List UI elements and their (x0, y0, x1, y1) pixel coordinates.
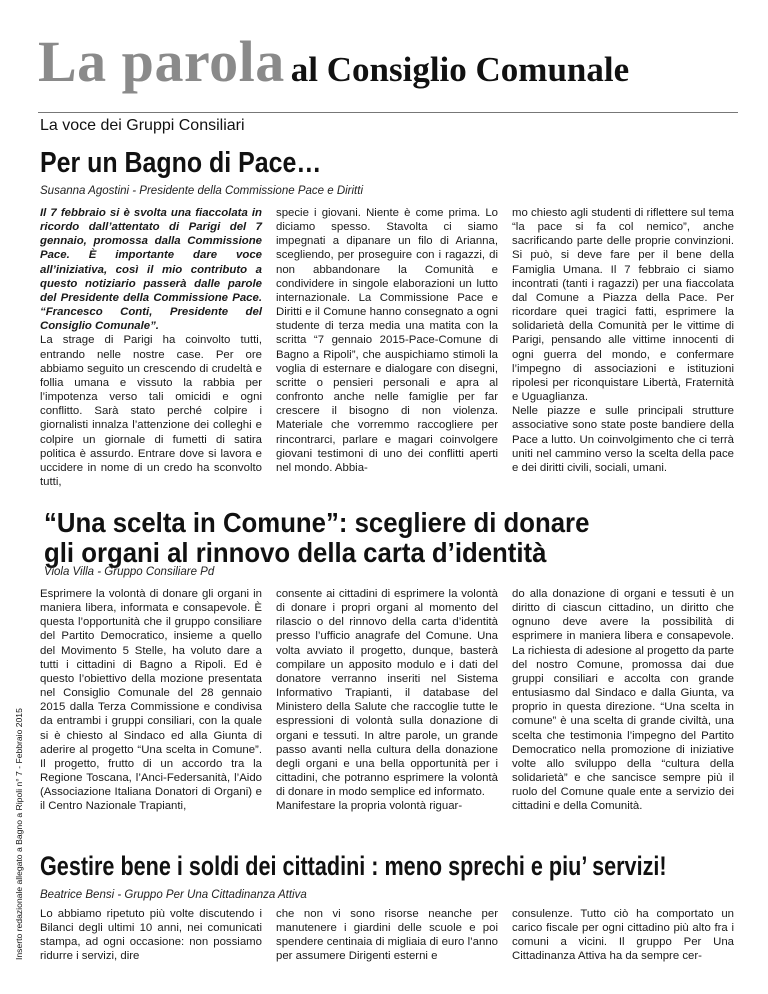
article1-col3-text: mo chiesto agli studenti di riflettere sul tema “la pace si fa col nemico”, anche sacrificando parte delle proprie convinzioni. Si può, si deve fare per il bene della Famiglia Umana. Il 7 febbraio ci siamo incontrati (tanti i ragazzi) per una fiaccolata dal Comune a Piazza della Pace. Per ricordare quei tragici fatti, esprimere la solidarietà della Comunità per le vittime di Parigi, pensando alle vittime innocenti di ogni guerra del mondo, e confermare l’impegno di associazioni e istituzioni ripolesi per riconquistare Libertà, Fraternità e Uguaglianza. (512, 207, 734, 404)
article2-headline-line1: “Una scelta in Comune”: scegliere di donare (44, 507, 590, 538)
article2-col2-text: consente ai cittadini di esprimere la volontà di donare i propri organi al momento del rilascio o del rinnovo della carta d’identità presso l’ufficio anagrafe del Comune. Una volta avviato il progetto, dunque, basterà compilare un apposito modulo e i dati del donatore verranno inseriti nel Sistema Informativo Trapianti, il database del Ministero della Salute che raccoglie tutte le espressioni di volontà sulla donazione di organi e tessuti. In altre parole, un grande passo avanti nella cultura della donazione degli organi e una bella opportunità per i cittadini, che potranno esprimere la volontà di donare in modo semplice ed informato. (276, 588, 498, 799)
article1-column-3 (512, 206, 734, 478)
article3-col3-text: consulenze. Tutto ciò ha comportato un carico fiscale per ogni cittadino più alto fra i comuni a vicini. Il gruppo Per Una Cittadinanza Attiva ha da sempre cer- (512, 908, 734, 963)
article1-column-2 (276, 206, 498, 478)
article3-col2-text: che non vi sono risorse neanche per manutenere i giardini delle scuole e poi spendere centinaia di migliaia di euro l’anno per assumere Dirigenti esterni e (276, 908, 498, 963)
article3-column-2 (276, 907, 498, 987)
article2-column-2 (276, 587, 498, 832)
article3-col1-text: Lo abbiamo ripetuto più volte discutendo i Bilanci degli ultimi 10 anni, nei comunicati stampa, ad ogni occasione: non possiamo ridurre i servizi, dire (40, 908, 262, 963)
masthead-subtitle-title: al Consiglio Comunale (290, 50, 630, 89)
article3-column-3 (512, 907, 734, 987)
article2-byline: Viola Villa - Gruppo Consiliare Pd (44, 566, 215, 578)
article2-headline (44, 508, 589, 567)
article2-column-3 (512, 587, 734, 832)
article1-lead: Il 7 febbraio si è svolta una fiaccolata in ricordo dall’attentato di Parigi del 7 gennaio, promossa dalla Commissione Pace. È importante dare voce all’iniziativa, così il mio contributo a questo notiziario passerà dalle parole del Presidente della Commissione Pace. “Francesco Conti, Presidente del Consiglio Comunale”. (40, 207, 262, 333)
masthead (38, 28, 629, 95)
article1-col2-text: specie i giovani. Niente è come prima. Lo diciamo spesso. Stavolta ci siamo impegnati a dipanare un filo di Arianna, scegliendo, per proseguire con i ragazzi, di non abbandonare la Comunità e condividere in singole elaborazioni un lutto internazionale. La Commissione Pace e Diritti e il Comune hanno consegnato a ogni studente di terza media una matita con la scritta “7 gennaio 2015-Pace-Comune di Bagno a Ripoli”, che auspichiamo stimoli la voglia di esternare e dialogare con disegni, scritte o pensieri personali e apra al confronto anche nelle famiglie per far crescere il bisogno di non violenza. Materiale che vorremmo raccogliere per rincontrarci, parlare e magari coinvolgere giovani testimoni di uno dei conflitti aperti nel mondo. Abbia- (276, 207, 498, 474)
article2-col2-text-b: Manifestare la propria volontà riguar- (276, 800, 463, 813)
article3-byline: Beatrice Bensi - Gruppo Per Una Cittadinanza Attiva (40, 889, 307, 901)
masthead-tagline: La voce dei Gruppi Consiliari (40, 117, 245, 134)
masthead-rule (38, 112, 738, 113)
article2-col1-text: Esprimere la volontà di donare gli organi in maniera libera, informata e consapevole. È questa l’opportunità che il gruppo consiliare del Partito Democratico, insieme a quello del Movimento 5 Stelle, ha voluto dare a tutti i cittadini di Bagno a Ripoli. Ed è questo l’obiettivo della mozione presentata nel Consiglio Comunale del 28 gennaio 2015 dalla Terza Commissione e condivisa da entrambi i gruppi consiliari, con la quale si è chiesto al Sindaco ed alla Giunta di aderire al progetto “Una scelta in Comune”. Il progetto, frutto di un accordo tra la Regione Toscana, l’Anci-Federsanità, l’Aido (Associazione Italiana Donatori di Organi) e il Centro Nazionale Trapianti, (40, 588, 262, 813)
article2-col3-text: do alla donazione di organi e tessuti è un diritto di ciascun cittadino, un diritto che ognuno deve avere la possibilità di esprimere in maniera libera e consapevole. La richiesta di adesione al progetto da parte del nostro Comune, promossa dai due gruppi consiliari e accolta con grande entusiasmo dal Sindaco e dalla Giunta, va proprio in questa direzione. “Una scelta in comune” è una scelta di grande civiltà, una scelta che testimonia l’impegno del Partito Democratico nella promozione di iniziative volte allo sviluppo della “cultura della solidarietà” e che sancisce sempre più il ruolo del Comune quale ente a servizio dei cittadini e della Comunità. (512, 588, 734, 813)
article1-col3-text-b: Nelle piazze e sulle principali strutture associative sono state poste bandiere della Pace a lutto. Un coinvolgimento che ci terrà uniti nel cammino verso la scelta della pace e dei diritti civili, sociali, umani. (512, 405, 734, 474)
article3-column-1 (40, 907, 262, 987)
article1-headline: Per un Bagno di Pace… (40, 147, 322, 179)
masthead-title: La parola (38, 29, 285, 94)
article1-col1-text: La strage di Parigi ha coinvolto tutti, entrando nelle nostre case. Per ore abbiamo seguito un crescendo di crudeltà e follia umana e vissuto la rabbia per l’impotenza verso tali omicidi e ogni conflitto. Sarà stato perché colpire i giornalisti innalza l’attenzione dei colleghi e colpire un giornale di fumetti di satira politica è assurdo. Entrare dove si lavora e uccidere in nome di un credo ha sconvolto tutti, (40, 334, 262, 488)
article2-headline-line2: gli organi al rinnovo della carta d’identità (44, 536, 547, 568)
side-note: Inserto redazionale allegato a Bagno a Ripoli n° 7 - Febbraio 2015 (14, 708, 24, 960)
article2-column-1 (40, 587, 262, 832)
article1-byline: Susanna Agostini - Presidente della Commissione Pace e Diritti (40, 185, 364, 197)
article1-column-1 (40, 206, 262, 488)
article3-headline: Gestire bene i soldi dei cittadini : meno sprechi e piu’ servizi! (40, 851, 667, 881)
